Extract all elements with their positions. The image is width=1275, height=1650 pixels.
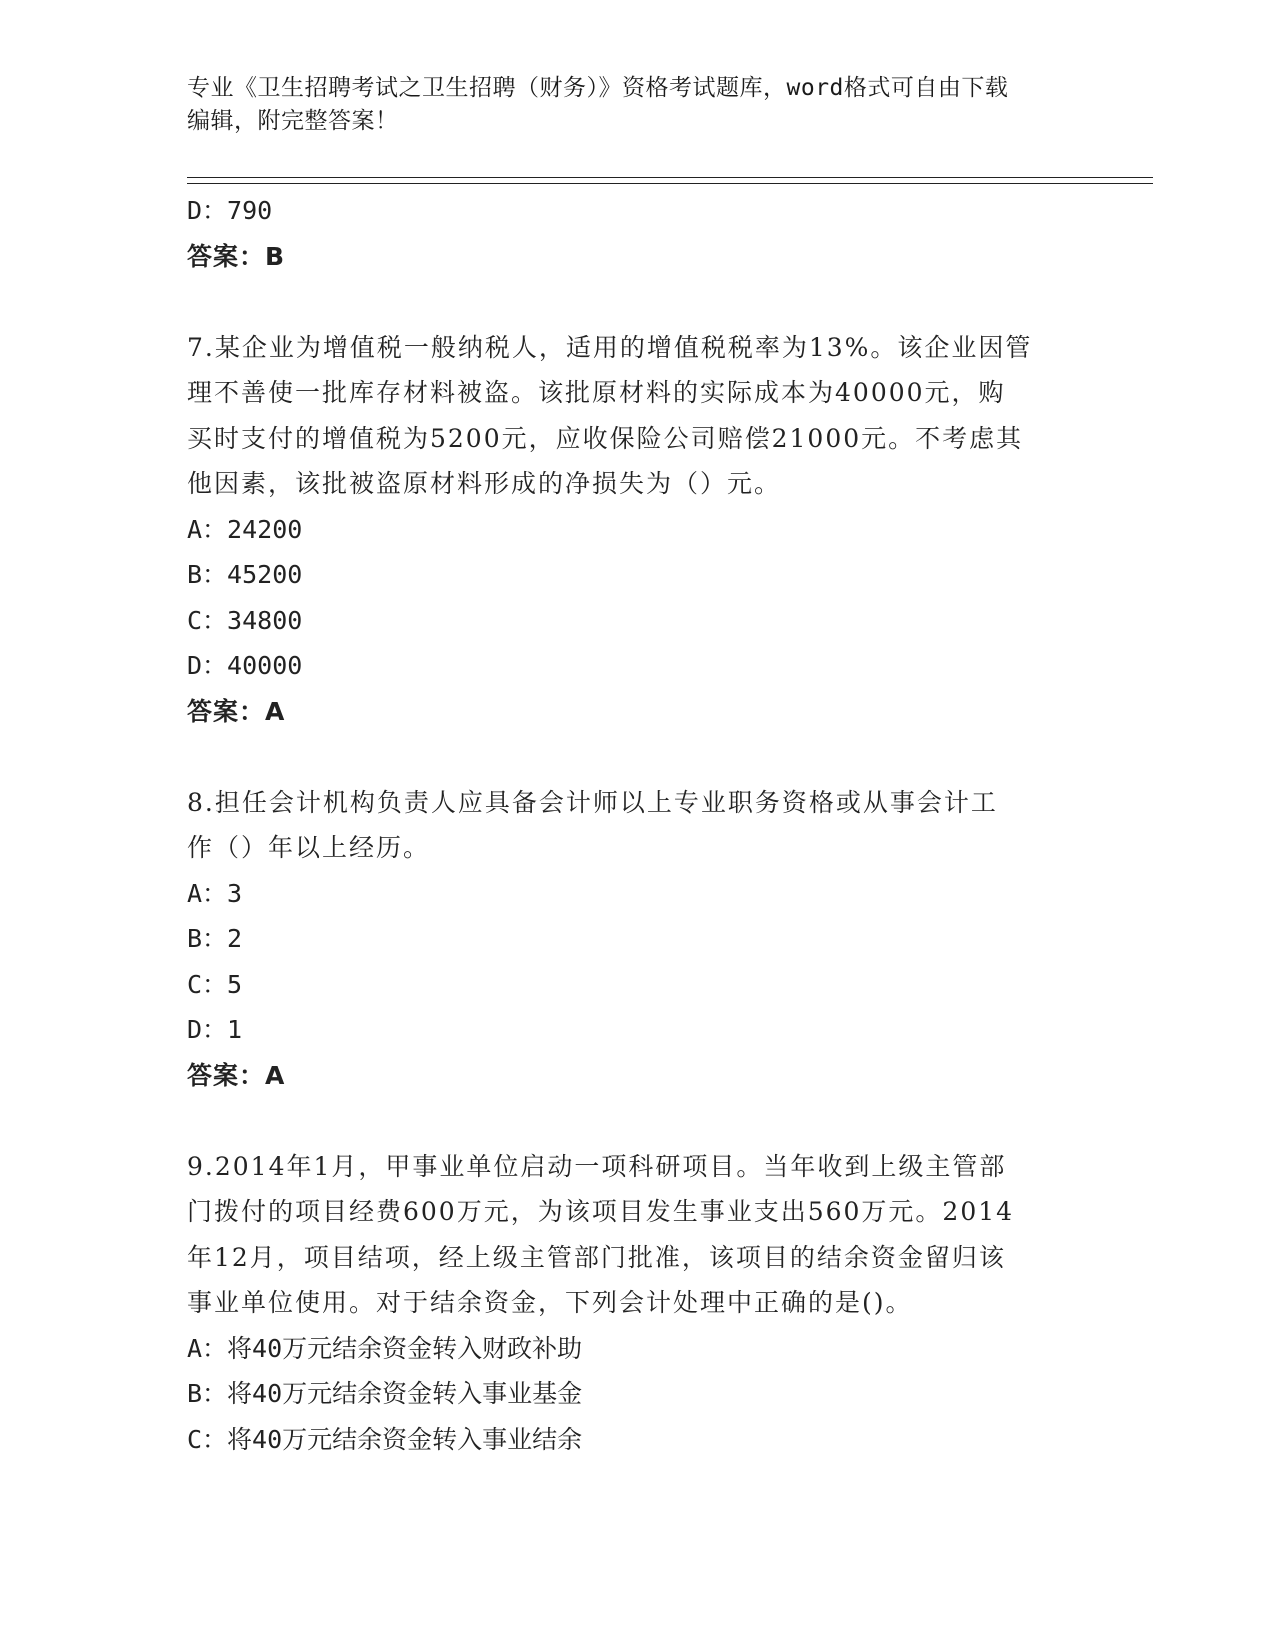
option-b: B：将40万元结余资金转入事业基金 bbox=[187, 1379, 583, 1408]
answer-line: 答案：B bbox=[187, 241, 286, 271]
option-d: D：40000 bbox=[187, 651, 303, 680]
question-9 bbox=[187, 1144, 1087, 1463]
option-b: B：2 bbox=[187, 924, 243, 953]
option-c: C：将40万元结余资金转入事业结余 bbox=[187, 1424, 583, 1454]
question-gap bbox=[187, 279, 1087, 325]
question-stem-line: 他因素，该批被盗原材料形成的净损失为（）元。 bbox=[187, 469, 782, 498]
option-c: C：5 bbox=[187, 969, 243, 999]
question-content bbox=[187, 188, 1087, 1462]
question-stem-line: 买时支付的增值税为5200元，应收保险公司赔偿21000元。不考虑其 bbox=[187, 423, 1024, 453]
answer-line: 答案：A bbox=[187, 696, 286, 726]
question-stem-line: 年12月，项目结项，经上级主管部门批准，该项目的结余资金留归该 bbox=[187, 1242, 1006, 1272]
option-b: B：45200 bbox=[187, 560, 303, 589]
question-stem-line: 事业单位使用。对于结余资金，下列会计处理中正确的是()。 bbox=[187, 1288, 913, 1317]
question-stem-line: 理不善使一批库存材料被盗。该批原材料的实际成本为40000元，购 bbox=[187, 378, 1006, 407]
option-d: D：790 bbox=[187, 196, 273, 225]
option-d: D：1 bbox=[187, 1015, 243, 1044]
option-a: A：24200 bbox=[187, 514, 303, 544]
page-header bbox=[187, 72, 1087, 138]
question-8 bbox=[187, 780, 1087, 1099]
option-a: A：3 bbox=[187, 878, 243, 908]
question-7 bbox=[187, 325, 1087, 735]
answer-line: 答案：A bbox=[187, 1060, 286, 1090]
header-line-1: 专业《卫生招聘考试之卫生招聘（财务）》资格考试题库，word格式可自由下载 bbox=[187, 75, 1009, 101]
option-a: A：将40万元结余资金转入财政补助 bbox=[187, 1333, 583, 1363]
question-gap bbox=[187, 734, 1087, 780]
header-rule-bottom bbox=[187, 183, 1153, 184]
question-gap bbox=[187, 1098, 1087, 1144]
question-stem-line: 8.担任会计机构负责人应具备会计师以上专业职务资格或从事会计工 bbox=[187, 787, 998, 817]
question-stem-line: 7.某企业为增值税一般纳税人，适用的增值税税率为13%。该企业因管 bbox=[187, 332, 1033, 362]
header-rule-top bbox=[187, 177, 1153, 178]
question-stem-line: 门拨付的项目经费600万元，为该项目发生事业支出560万元。2014 bbox=[187, 1197, 1015, 1226]
question-stem-line: 作（）年以上经历。 bbox=[187, 833, 431, 862]
question-stem-line: 9.2014年1月，甲事业单位启动一项科研项目。当年收到上级主管部 bbox=[187, 1151, 1007, 1181]
option-c: C：34800 bbox=[187, 605, 303, 635]
header-line-2: 编辑，附完整答案！ bbox=[187, 108, 399, 134]
